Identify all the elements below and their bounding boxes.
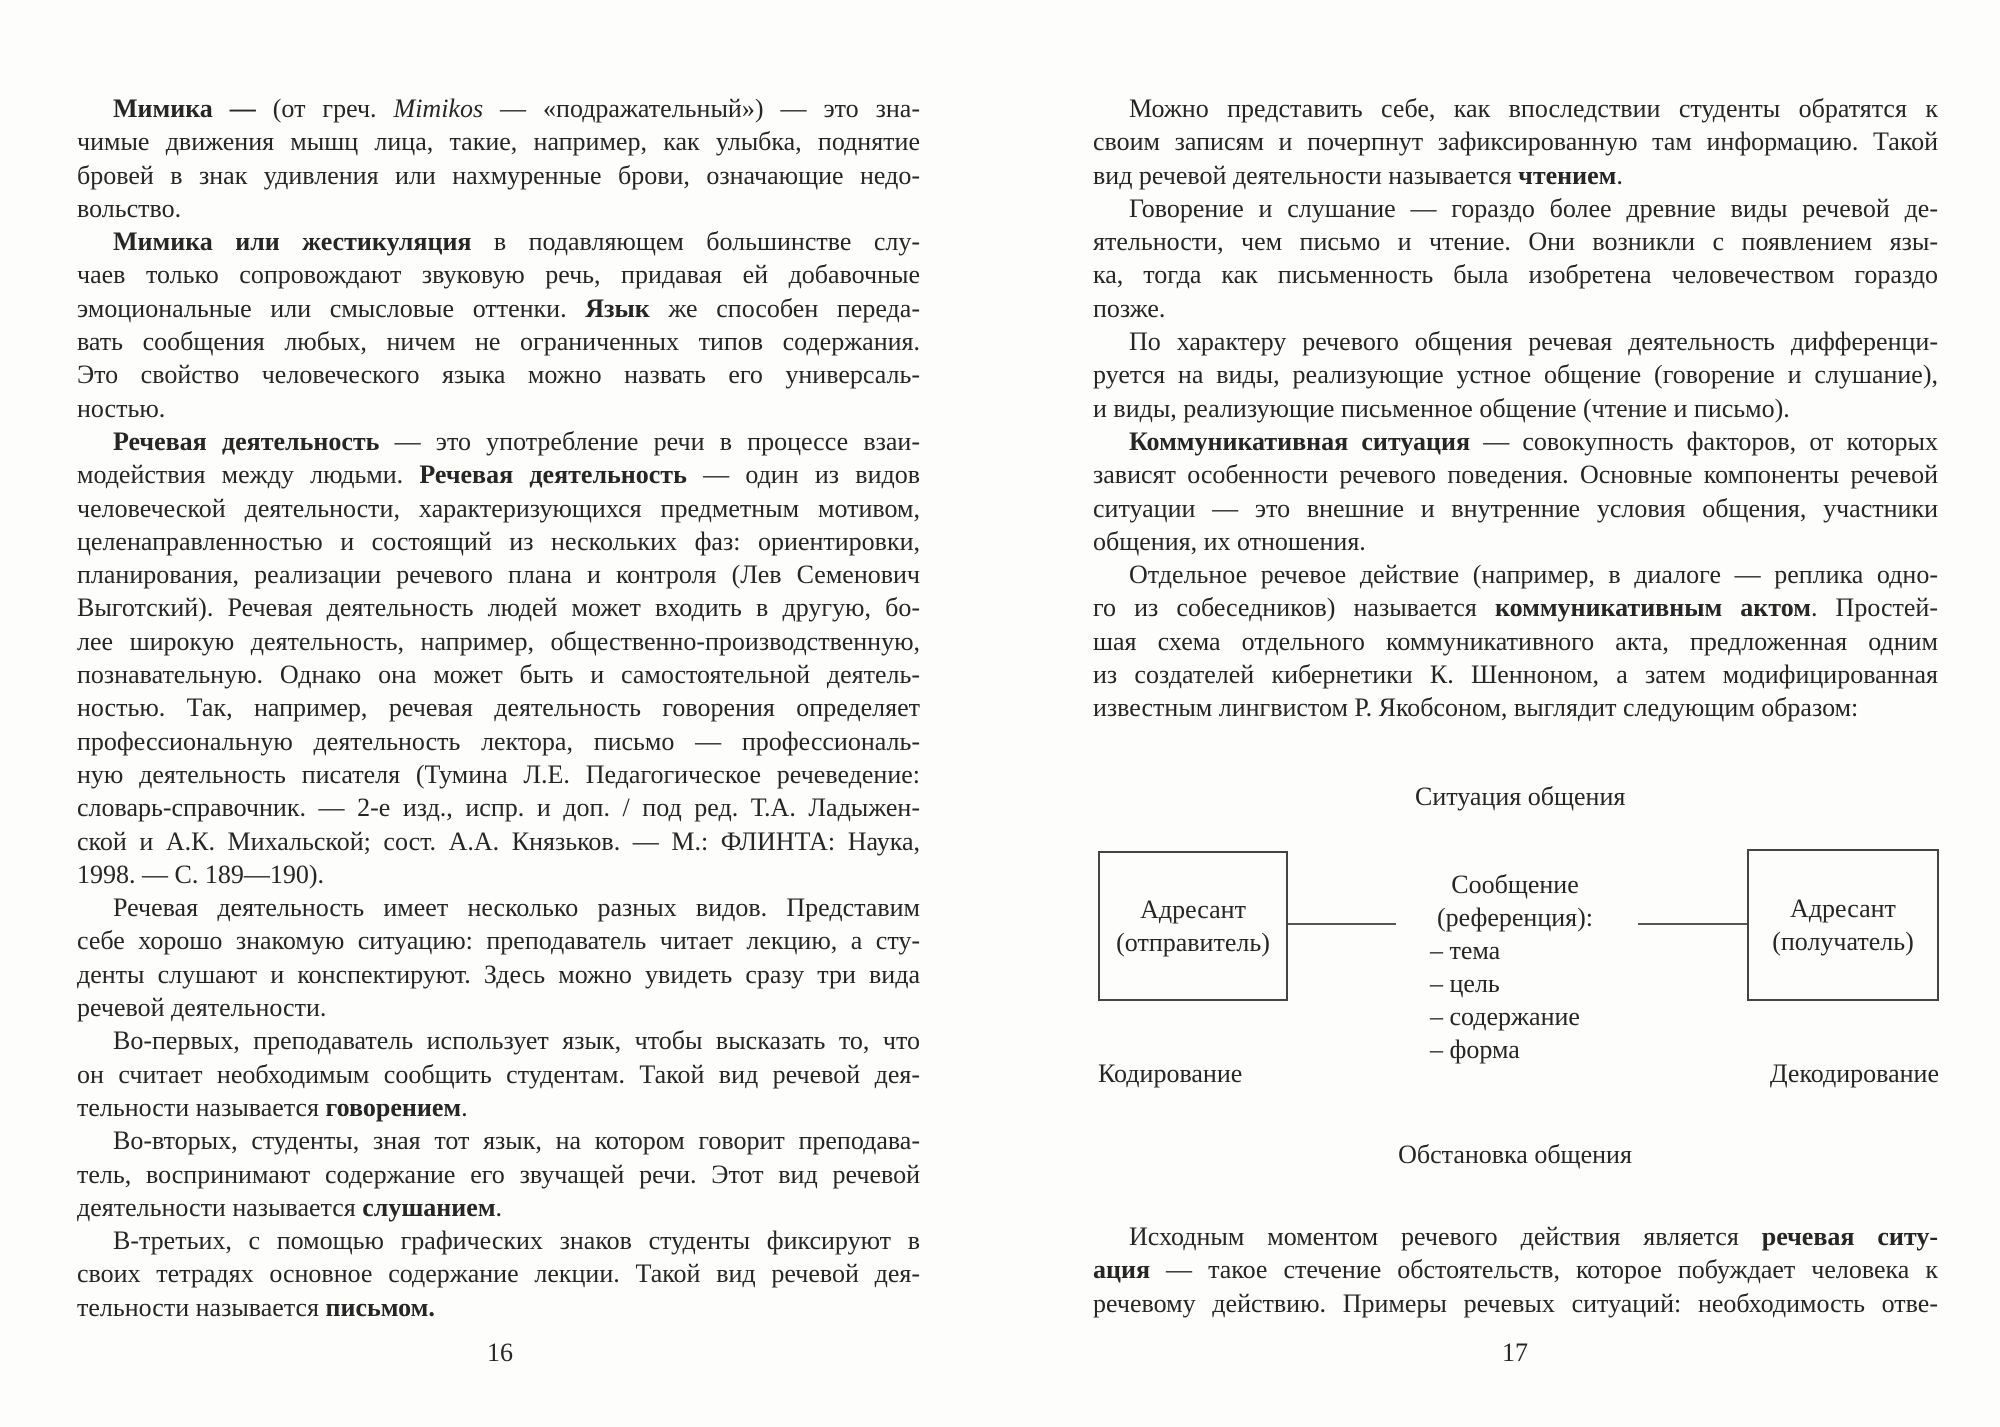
text-segment: Во-вторых, студенты, зная тот язык, на котором говорит преподава- (113, 1126, 920, 1156)
bold-term: Речевая деятельность (419, 460, 687, 490)
text-segment: своим записям и почерпнут зафиксированную там информацию. Такой (1093, 127, 1938, 157)
text-segment: известным лингвистом Р. Якобсоном, выглядит следующим образом: (1093, 693, 1859, 723)
text-line (1093, 192, 1938, 225)
text-line (1093, 691, 1938, 724)
connector-line-right (1638, 923, 1748, 925)
text-line (77, 725, 920, 758)
text-segment: своих тетрадях основное содержание лекции. Такой вид речевой дея- (77, 1259, 920, 1289)
receiver-sublabel: (получатель) (1772, 927, 1914, 956)
sender-sublabel: (отправитель) (1116, 928, 1270, 957)
text-line (77, 325, 920, 358)
text-line (1093, 492, 1938, 525)
text-segment: эмоциональные или смысловые оттенки. (77, 293, 586, 323)
text-line (77, 392, 920, 425)
text-segment: . (495, 1192, 503, 1222)
bold-term: ация (1093, 1255, 1151, 1285)
text-segment: себе хорошо знакомую ситуацию: преподаватель читает лекцию, а сту- (77, 926, 920, 956)
text-segment: В-третьих, с помощью графических знаков студенты фиксируют в (113, 1226, 920, 1256)
right-page-text (1093, 92, 1938, 725)
text-segment: модействия между людьми. (77, 460, 420, 490)
text-segment: лее широкую деятельность, например, общественно-производственную, (77, 626, 920, 656)
text-segment: вид речевой деятельности называется (1093, 160, 1519, 190)
text-segment: зависят особенности речевого поведения. Основные компоненты речевой (1093, 460, 1938, 490)
text-segment: бровей в знак удивления или нахмуренные брови, означающие недо- (77, 160, 920, 190)
text-line (77, 1158, 920, 1191)
bold-term: слушанием (362, 1192, 496, 1222)
text-segment: профессиональную деятельность лектора, письмо — профессиональ- (77, 726, 920, 756)
text-segment: ка, тогда как письменность была изобретена человечеством гораздо (1093, 260, 1938, 290)
message-items (1430, 934, 1580, 1066)
text-segment: денты слушают и конспектируют. Здесь можно увидеть сразу три вида (77, 959, 920, 989)
text-line (1093, 525, 1938, 558)
text-segment: ностью. (77, 393, 166, 423)
text-segment: вать сообщения любых, ничем не ограниченных типов содержания. (77, 327, 920, 357)
text-line (77, 258, 920, 291)
text-segment: 1998. — С. 189—190). (77, 859, 324, 889)
text-segment: ситуации — это внешние и внутренние условия общения, участники (1093, 493, 1938, 523)
diagram-bottom-label: Обстановка общения (1398, 1140, 1632, 1169)
text-line (1093, 458, 1938, 491)
bold-term: Язык (585, 293, 650, 323)
receiver-box (1747, 849, 1939, 1001)
text-segment: По характеру речевого общения речевая деятельность дифференци- (1129, 327, 1938, 357)
text-segment: деятельности называется (77, 1192, 363, 1222)
text-segment: — один из видов (686, 460, 920, 490)
text-line (1093, 1253, 1938, 1286)
diagram-top-label: Ситуация общения (1415, 782, 1626, 811)
text-segment: Исходным моментом речевого действия является (1129, 1222, 1762, 1251)
text-segment: тельности называется (77, 1292, 326, 1322)
text-line (77, 691, 920, 724)
right-page-bottom-text (1093, 1220, 1938, 1320)
text-line (77, 991, 920, 1024)
text-line (77, 458, 920, 491)
text-segment: тель, воспринимают содержание его звучащей речи. Этот вид речевой (77, 1159, 920, 1189)
message-item: – форма (1430, 1035, 1520, 1064)
text-line (77, 425, 920, 458)
text-line (77, 225, 920, 258)
text-line (77, 492, 920, 525)
text-segment: человеческой деятельности, характеризующихся предметным мотивом, (77, 493, 920, 523)
page-number: 17 (1502, 1338, 1528, 1367)
text-line (1093, 358, 1938, 391)
text-line (77, 358, 920, 391)
text-line (1093, 591, 1938, 624)
text-segment: Речевая деятельность имеет несколько разных видов. Представим (113, 893, 920, 923)
bold-term: речевая ситу- (1761, 1222, 1938, 1251)
text-line (77, 292, 920, 325)
receiver-label: Адресант (1790, 894, 1896, 923)
text-segment: вольство. (77, 193, 182, 223)
text-line (77, 125, 920, 158)
bold-term: Речевая деятельность (113, 426, 380, 456)
text-segment: ную деятельность писателя (Тумина Л.Е. Педагогическое речеведение: (77, 759, 920, 789)
text-line (77, 558, 920, 591)
text-segment: ской и А.К. Михальской; сост. А.А. Князьков. — М.: ФЛИНТА: Наука, (77, 826, 920, 856)
text-segment: он считает необходимым сообщить студентам. Такой вид речевой дея- (77, 1059, 920, 1089)
text-line (77, 758, 920, 791)
italic-term: Mimikos (393, 94, 484, 123)
text-segment: из создателей кибернетики К. Шенноном, а затем модифицированная (1093, 660, 1938, 690)
message-item: – цель (1430, 969, 1500, 998)
text-line (77, 525, 920, 558)
text-line (1093, 125, 1938, 158)
text-line (77, 958, 920, 991)
text-segment: тельности называется (77, 1092, 326, 1122)
text-line (77, 92, 920, 125)
text-segment: словарь-справочник. — 2-е изд., испр. и доп. / под ред. Т.А. Ладыжен- (77, 793, 920, 823)
text-line (1093, 558, 1938, 591)
text-line (77, 1124, 920, 1157)
text-line (1093, 425, 1938, 458)
text-line (77, 159, 920, 192)
text-line (77, 891, 920, 924)
encoding-label: Кодирование (1098, 1059, 1243, 1088)
message-subtitle: (референция): (1436, 903, 1594, 932)
text-line (1093, 625, 1938, 658)
text-line (77, 1024, 920, 1057)
text-segment: речевой деятельности. (77, 993, 327, 1023)
text-segment: общения, их отношения. (1093, 526, 1366, 556)
text-line (77, 192, 920, 225)
text-line (1093, 325, 1938, 358)
text-line (1093, 1220, 1938, 1253)
text-line (77, 1091, 920, 1124)
text-line (1093, 225, 1938, 258)
sender-box (1098, 851, 1288, 1001)
text-line (77, 591, 920, 624)
text-line (1093, 159, 1938, 192)
right-page (1000, 0, 2000, 1427)
bold-term: коммуникативным актом (1494, 593, 1811, 623)
decoding-label: Декодирование (1769, 1059, 1939, 1088)
text-segment: Говорение и слушание — гораздо более древние виды речевой де- (1129, 193, 1938, 223)
bold-term: письмом. (325, 1292, 435, 1322)
text-line (77, 625, 920, 658)
text-line (1093, 392, 1938, 425)
text-segment: же способен переда- (649, 293, 920, 323)
text-segment: чаев только сопровождают звуковую речь, придавая ей добавочные (77, 260, 920, 290)
text-line (77, 1191, 920, 1224)
text-segment: руется на виды, реализующие устное общение (говорение и слушание), (1093, 360, 1938, 390)
text-segment: Выготский). Речевая деятельность людей может входить в другую, бо- (77, 593, 920, 623)
text-segment: чимые движения мышц лица, такие, например, как улыбка, поднятие (77, 127, 920, 157)
text-line (77, 1291, 920, 1324)
text-segment: — это употребление речи в процессе взаи- (379, 426, 920, 456)
page-number: 16 (487, 1338, 513, 1367)
text-line (77, 825, 920, 858)
text-line (77, 1257, 920, 1290)
text-line (1093, 92, 1938, 125)
text-segment: (от греч. (255, 94, 394, 123)
message-item: – содержание (1430, 1002, 1580, 1031)
text-segment: позже. (1093, 293, 1166, 323)
text-line (77, 924, 920, 957)
text-segment: ностью. Так, например, речевая деятельность говорения определяет (77, 693, 920, 723)
text-segment: . (1616, 160, 1623, 190)
text-line (1093, 292, 1938, 325)
text-segment: — «подражательный») — это зна- (483, 94, 920, 123)
sender-label: Адресант (1140, 895, 1246, 924)
text-line (77, 1058, 920, 1091)
text-segment: планирования, реализации речевого плана и контроля (Лев Семенович (77, 560, 920, 590)
bold-term: чтением (1518, 160, 1617, 190)
text-line (1093, 658, 1938, 691)
message-item: – тема (1430, 936, 1501, 965)
text-segment: Во-первых, преподаватель использует язык, чтобы высказать то, что (113, 1026, 920, 1056)
text-line (77, 858, 920, 891)
text-line (1093, 1287, 1938, 1320)
text-line (1093, 258, 1938, 291)
text-segment: и виды, реализующие письменное общение (чтение и письмо). (1093, 393, 1790, 423)
bold-term: Мимика или жестикуляция (113, 227, 472, 257)
text-segment: . (461, 1092, 468, 1122)
bold-term: говорением (325, 1092, 462, 1122)
text-segment: — такое стечение обстоятельств, которое побуждает человека к (1150, 1255, 1938, 1285)
bold-term: Мимика — (113, 94, 256, 123)
text-segment: речевому действию. Примеры речевых ситуаций: необходимость отве- (1093, 1288, 1938, 1318)
text-segment: шая схема отдельного коммуникативного акта, предложенная одним (1093, 626, 1938, 656)
text-segment: ятельности, чем письмо и чтение. Они возникли с появлением язы- (1093, 227, 1938, 257)
text-line (77, 791, 920, 824)
text-segment: Отдельное речевое действие (например, в диалоге — реплика одно- (1129, 560, 1938, 590)
text-line (77, 1224, 920, 1257)
text-segment: — совокупность факторов, от которых (1470, 426, 1938, 456)
message-title: Сообщение (1451, 870, 1579, 899)
text-segment: в подавляющем большинстве слу- (471, 227, 920, 257)
text-segment: Это свойство человеческого языка можно назвать его универсаль- (77, 360, 920, 390)
text-segment: . Простей- (1810, 593, 1938, 623)
left-page-text (77, 92, 920, 1324)
text-segment: целенаправленностью и состоящий из нескольких фаз: ориентировки, (77, 526, 920, 556)
text-segment: познавательную. Однако она может быть и самостоятельной деятель- (77, 660, 920, 690)
text-segment: го из собеседников) называется (1093, 593, 1495, 623)
bold-term: Коммуникативная ситуация (1129, 426, 1471, 456)
text-line (77, 658, 920, 691)
text-segment: Можно представить себе, как впоследствии студенты обратятся к (1129, 94, 1938, 123)
connector-line-left (1288, 923, 1396, 925)
